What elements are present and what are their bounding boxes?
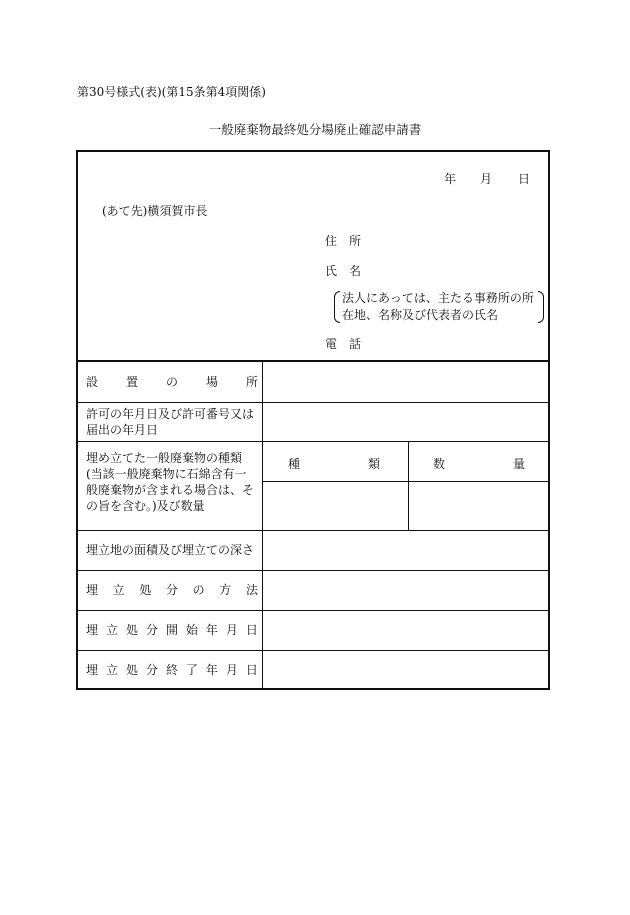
waste-type-value-cell[interactable] xyxy=(264,483,407,529)
right-bracket xyxy=(538,291,544,323)
row-divider xyxy=(78,402,548,403)
applicant-section xyxy=(78,152,548,361)
char: 埋 xyxy=(86,663,99,677)
char: 量 xyxy=(512,457,525,471)
char: 処 xyxy=(125,623,138,637)
phone-label: 電 話 xyxy=(325,337,362,351)
row-waste-label xyxy=(86,450,258,514)
waste-subheader-divider xyxy=(262,481,548,482)
method-value-cell[interactable] xyxy=(264,572,546,609)
waste-quantity-value-cell[interactable] xyxy=(410,483,546,529)
permit-line1: 許可の年月日及び許可番号又は xyxy=(86,407,255,421)
char: 日 xyxy=(245,623,258,637)
char: 場 xyxy=(205,375,218,389)
address-label: 住 所 xyxy=(325,234,362,248)
row-divider xyxy=(78,570,548,571)
row-method-label xyxy=(86,582,258,598)
row-end-date-label xyxy=(86,662,258,678)
left-bracket xyxy=(334,291,340,323)
char: 立 xyxy=(105,663,118,677)
waste-line1: 埋め立てた一般廃棄物の種類 xyxy=(86,451,243,465)
permit-line2: 届出の年月日 xyxy=(86,423,159,437)
char: の xyxy=(165,375,178,389)
start-date-value-cell[interactable] xyxy=(264,612,546,649)
label-column-divider xyxy=(262,361,263,688)
row-location-label xyxy=(86,374,258,390)
date-month-label: 月 xyxy=(480,172,493,186)
char: 分 xyxy=(145,623,158,637)
corporation-note-line2: 在地、名称及び代表者の氏名 xyxy=(342,308,499,322)
name-label: 氏 名 xyxy=(325,264,362,278)
char: 埋 xyxy=(86,583,99,597)
document-title: 一般廃棄物最終処分場廃止確認申請書 xyxy=(208,122,422,137)
char: の xyxy=(192,583,205,597)
char: 年 xyxy=(205,663,218,677)
char: 月 xyxy=(225,663,238,677)
row-divider xyxy=(78,530,548,531)
row-divider xyxy=(78,441,548,442)
char: 分 xyxy=(145,663,158,677)
row-start-date-label xyxy=(86,622,258,638)
char: 立 xyxy=(112,583,125,597)
char: 日 xyxy=(245,663,258,677)
char: 立 xyxy=(105,623,118,637)
area-depth-value-cell[interactable] xyxy=(264,532,546,569)
permit-value-cell[interactable] xyxy=(264,404,546,440)
end-date-value-cell[interactable] xyxy=(264,652,546,688)
form-number: 第30号様式(表)(第15条第4項関係) xyxy=(77,85,266,99)
row-divider xyxy=(78,610,548,611)
date-day-label: 日 xyxy=(518,172,531,186)
char: 処 xyxy=(125,663,138,677)
char: 数 xyxy=(433,457,446,471)
char: 年 xyxy=(205,623,218,637)
char: 終 xyxy=(165,663,178,677)
waste-line4: の旨を含む。)及び数量 xyxy=(86,499,205,513)
char: 了 xyxy=(185,663,198,677)
char: 始 xyxy=(185,623,198,637)
waste-column-divider xyxy=(408,442,409,530)
char: 置 xyxy=(125,375,138,389)
date-year-label: 年 xyxy=(444,172,457,186)
char: 法 xyxy=(245,583,258,597)
char: 処 xyxy=(139,583,152,597)
char: 分 xyxy=(165,583,178,597)
application-form-table xyxy=(76,150,550,690)
char: 所 xyxy=(245,375,258,389)
char: 方 xyxy=(219,583,232,597)
row-permit-label xyxy=(86,406,258,438)
char: 埋 xyxy=(86,623,99,637)
row-divider xyxy=(78,650,548,651)
row-area-depth-label: 埋立地の面積及び埋立ての深さ xyxy=(86,543,255,557)
char: 月 xyxy=(225,623,238,637)
corporation-note xyxy=(334,290,534,324)
char: 類 xyxy=(367,457,380,471)
waste-type-header xyxy=(288,455,380,472)
waste-line2: (当該一般廃棄物に石綿含有一 xyxy=(86,467,247,481)
corporation-note-line1: 法人にあっては、主たる事務所の所 xyxy=(342,291,534,305)
char: 開 xyxy=(165,623,178,637)
char: 種 xyxy=(288,457,301,471)
addressee: (あて先)横須賀市長 xyxy=(102,204,208,218)
waste-line3: 般廃棄物が含まれる場合は、そ xyxy=(86,483,255,497)
waste-quantity-header xyxy=(433,455,525,472)
char: 設 xyxy=(86,375,99,389)
location-value-cell[interactable] xyxy=(264,362,546,401)
